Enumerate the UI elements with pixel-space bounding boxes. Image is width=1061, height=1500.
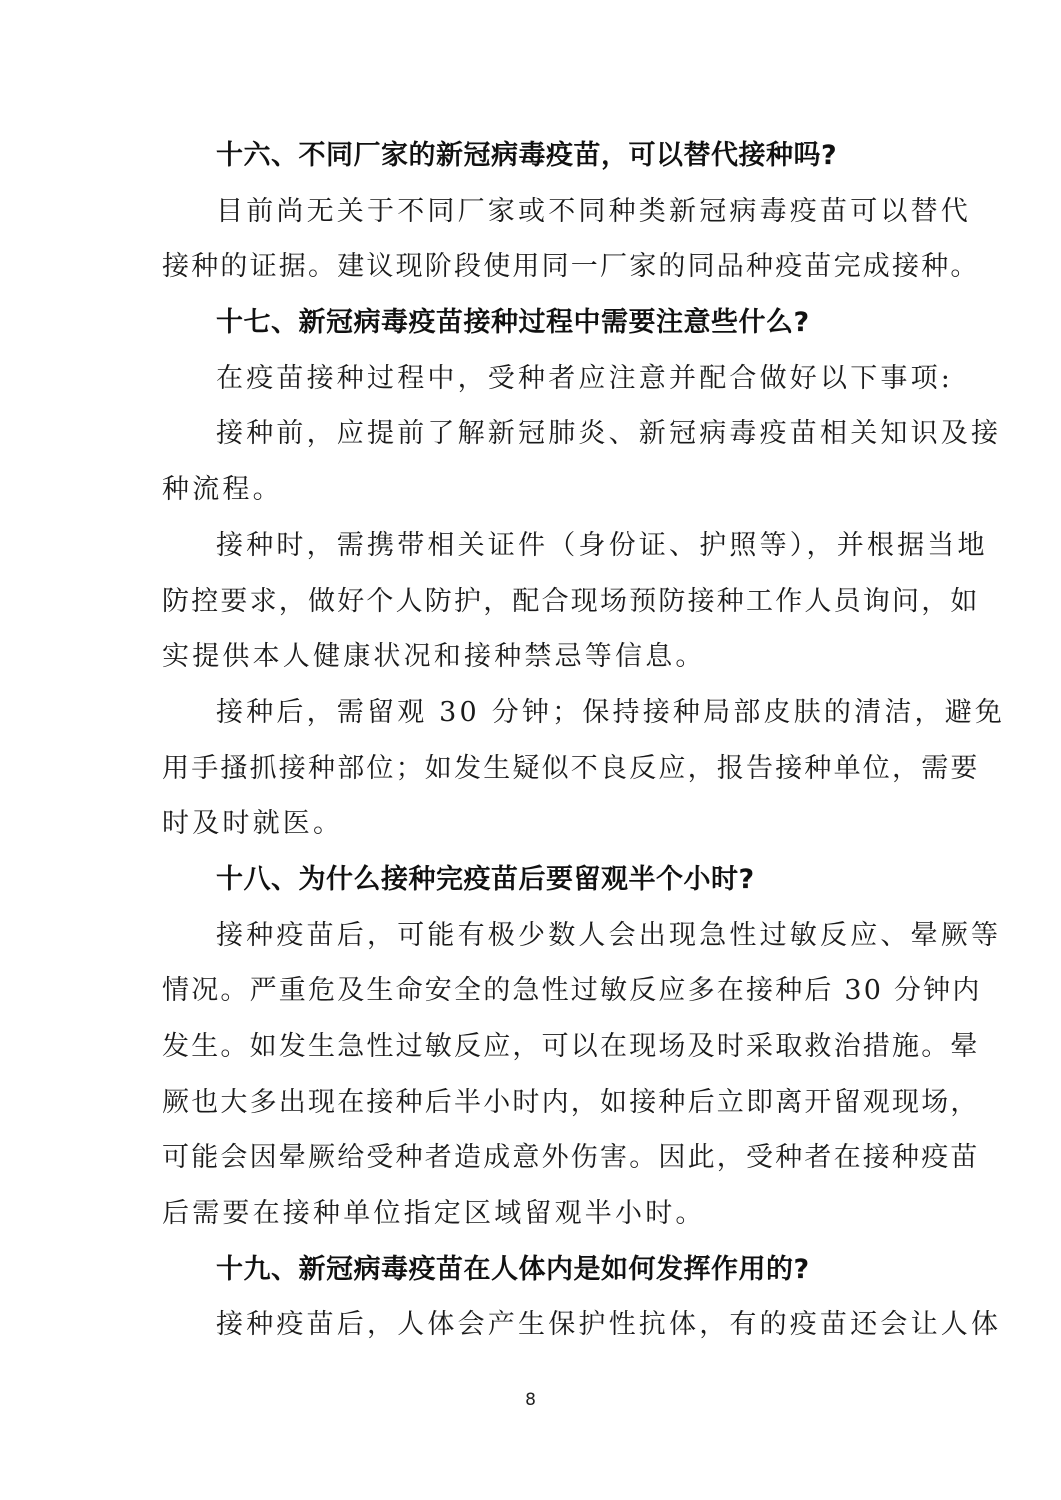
text-line: 发生。如发生急性过敏反应，可以在现场及时采取救治措施。晕: [162, 1031, 980, 1062]
text-line: 接种疫苗后，人体会产生保护性抗体，有的疫苗还会让人体: [216, 1309, 1002, 1341]
section-heading: 十七、新冠病毒疫苗接种过程中需要注意些什么?: [216, 307, 810, 339]
text-line: 情况。严重危及生命安全的急性过敏反应多在接种后 30 分钟内: [162, 975, 982, 1007]
text-line: 防控要求，做好个人防护，配合现场预防接种工作人员询问，如: [162, 585, 980, 617]
text-line: 时及时就医。: [162, 808, 344, 840]
section-heading: 十九、新冠病毒疫苗在人体内是如何发挥作用的?: [216, 1253, 810, 1285]
text-line: 接种后，需留观 30 分钟；保持接种局部皮肤的清洁，避免: [216, 696, 1006, 728]
text-line: 后需要在接种单位指定区域留观半小时。: [162, 1198, 706, 1230]
text-line: 在疫苗接种过程中，受种者应注意并配合做好以下事项:: [216, 362, 954, 394]
page-number: 8: [525, 1390, 536, 1410]
paragraph: [162, 685, 1006, 852]
paragraph: [162, 351, 954, 407]
paragraph: [162, 518, 988, 685]
text-line: 实提供本人健康状况和接种禁忌等信息。: [162, 641, 706, 673]
text-line: 种流程。: [162, 474, 283, 506]
paragraph: [162, 406, 1002, 517]
paragraph: [162, 908, 1002, 1242]
text-line: 接种时，需携带相关证件（身份证、护照等），并根据当地: [216, 529, 988, 561]
text-line: 接种前，应提前了解新冠肺炎、新冠病毒疫苗相关知识及接: [216, 418, 1002, 450]
paragraph: [162, 1297, 1002, 1353]
paragraph: [162, 184, 980, 295]
text-line: 厥也大多出现在接种后半小时内，如接种后立即离开留观现场，: [162, 1086, 980, 1118]
text-line: 用手搔抓接种部位；如发生疑似不良反应，报告接种单位，需要: [162, 752, 980, 784]
text-line: 接种疫苗后，可能有极少数人会出现急性过敏反应、晕厥等: [216, 919, 1002, 951]
document-body: [162, 128, 1006, 1353]
text-line: 目前尚无关于不同厂家或不同种类新冠病毒疫苗可以替代: [216, 195, 971, 227]
text-line: 接种的证据。建议现阶段使用同一厂家的同品种疫苗完成接种。: [162, 251, 980, 283]
text-line: 可能会因晕厥给受种者造成意外伤害。因此，受种者在接种疫苗: [162, 1142, 980, 1174]
section-heading: 十八、为什么接种完疫苗后要留观半个小时?: [216, 863, 755, 895]
section-heading: 十六、不同厂家的新冠病毒疫苗，可以替代接种吗?: [216, 140, 838, 171]
